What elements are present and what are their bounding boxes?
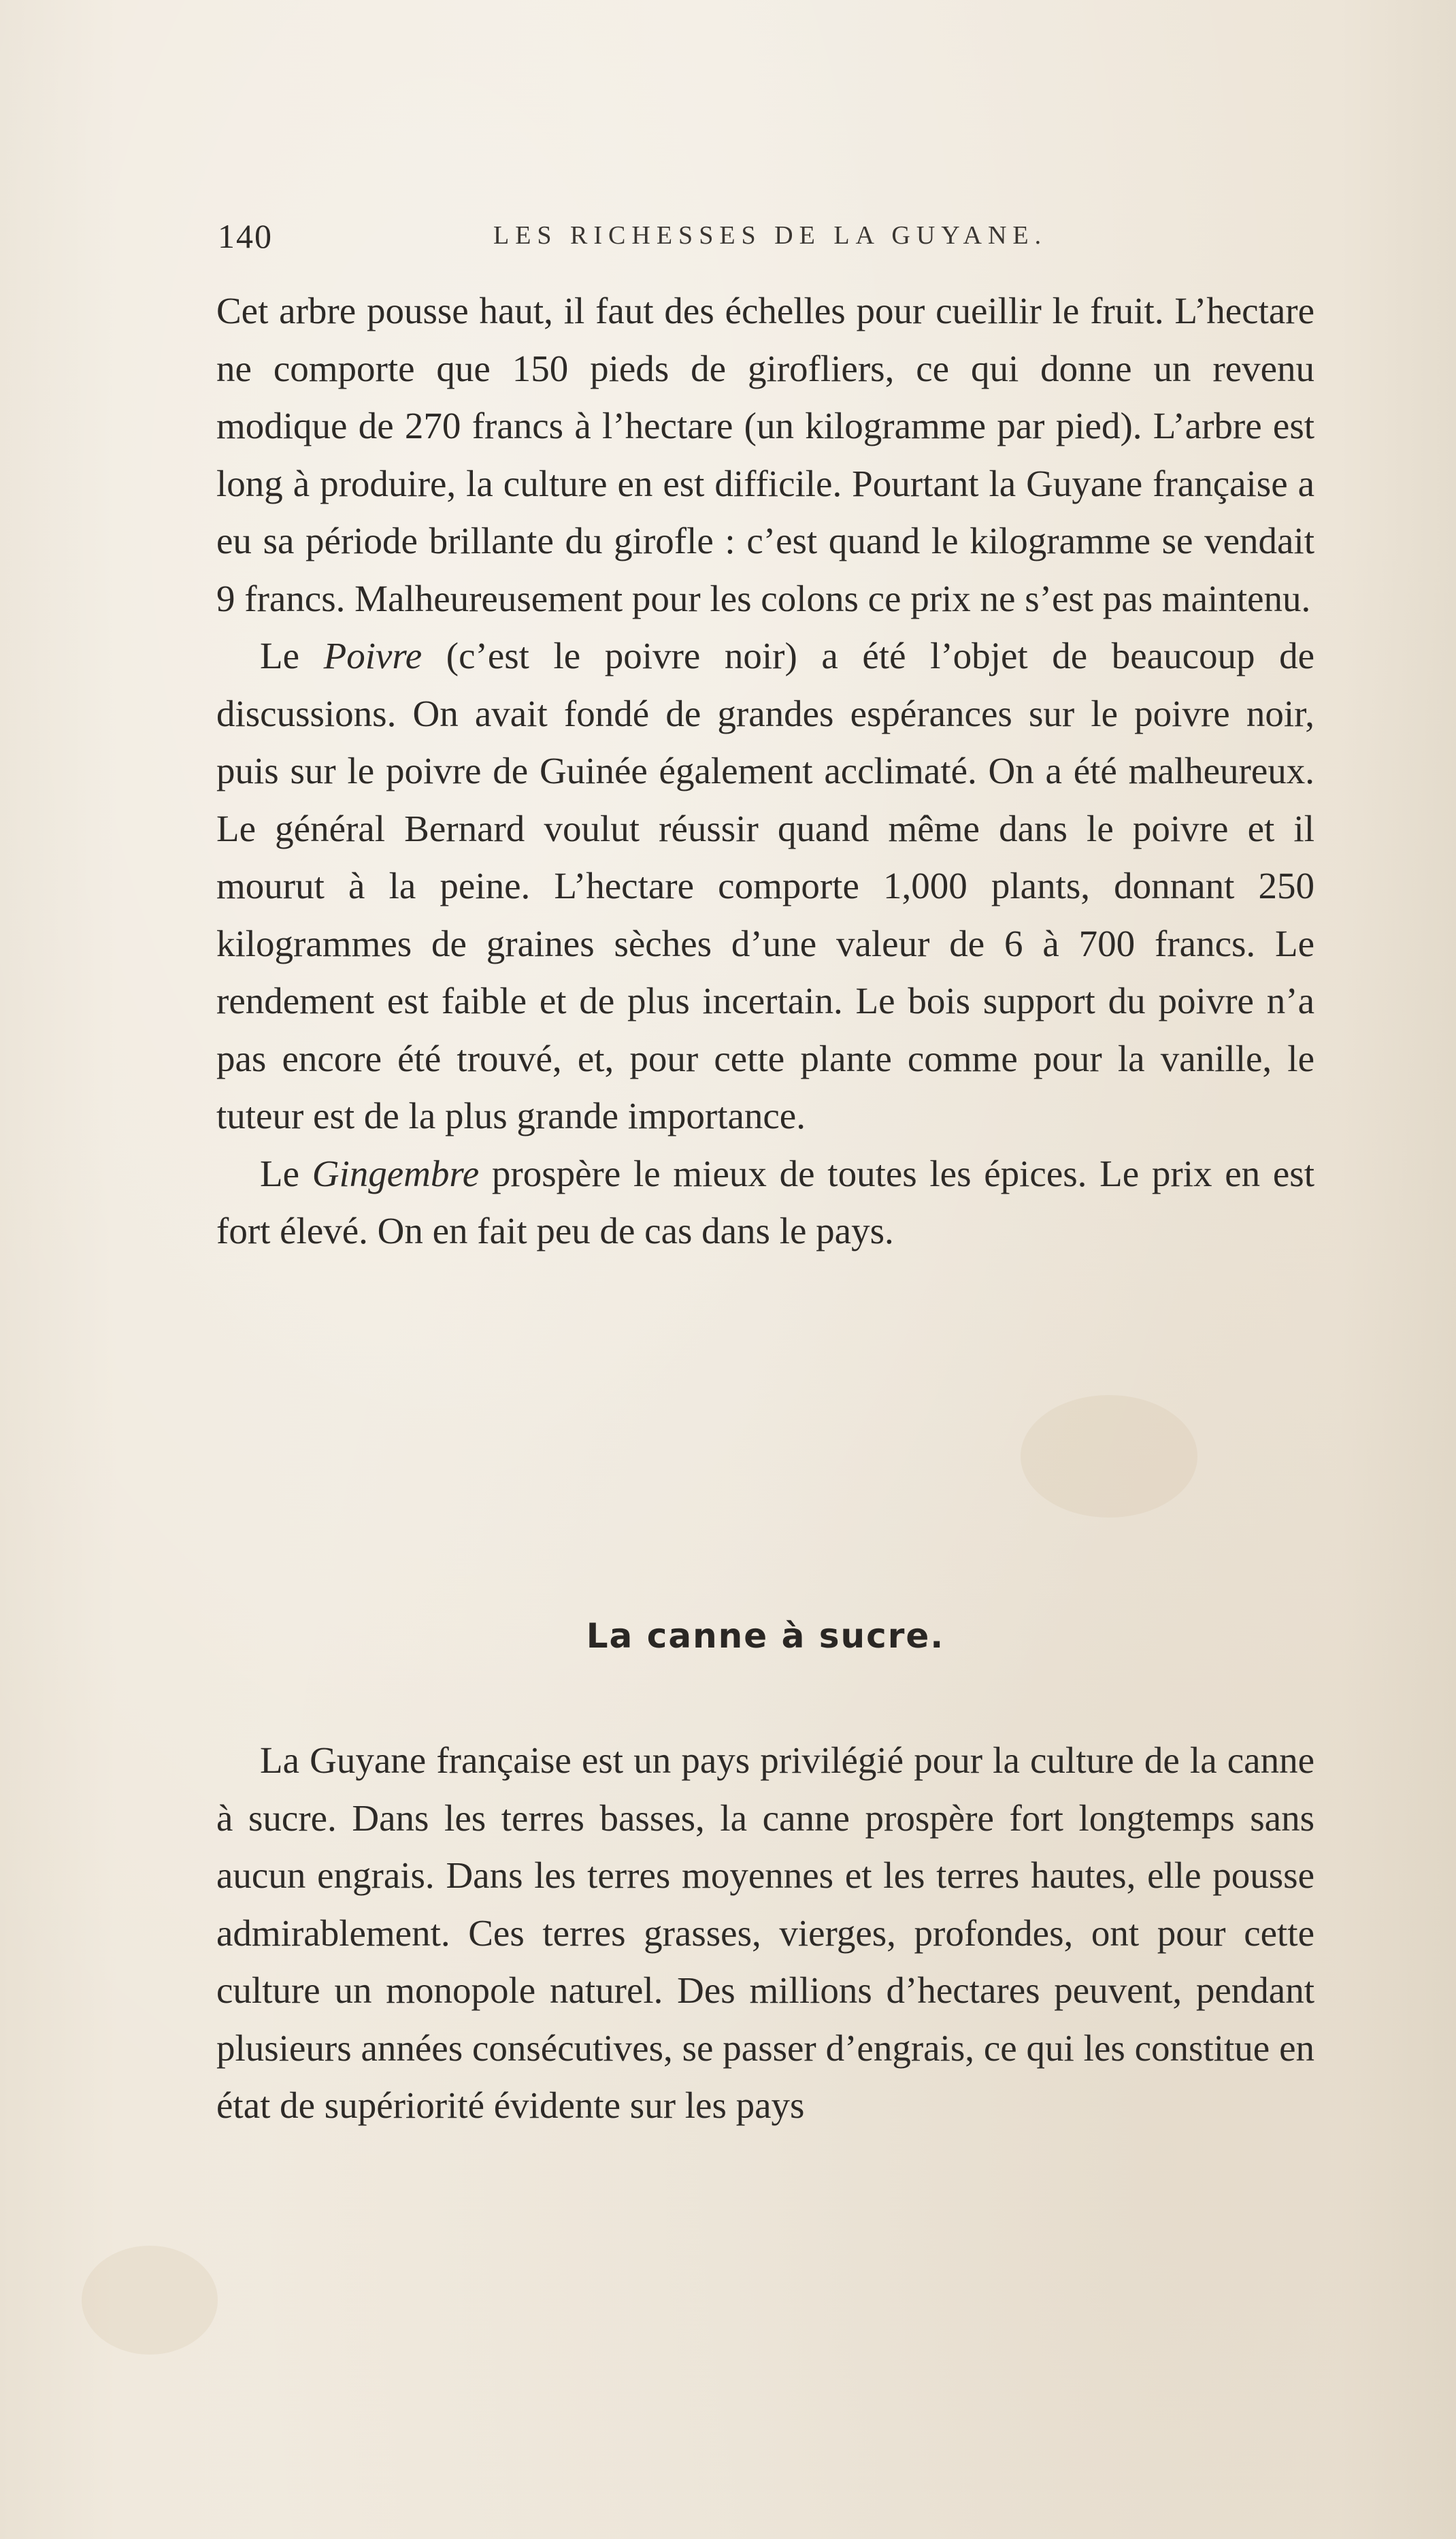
paragraph-gingembre — [216, 1145, 1314, 1260]
paragraph-poivre — [216, 627, 1314, 1145]
term-poivre: Poivre — [323, 635, 423, 676]
page-header — [218, 216, 1316, 257]
paragraph-rest: prospère le mieux de toutes les épices. Le prix en est fort élevé. On en fait peu de cas dans le pays. — [216, 1152, 1314, 1251]
paragraph-rest: (c’est le poivre noir) a été l’objet de beaucoup de discussions. On avait fondé de grandes espérances sur le poivre noir, puis sur le poivre de Guinée également acclimaté. On a été malheureux. Le général Bernard voulut réussir quand même dans le poivre et il mourut à la peine. L’hectare comporte 1,000 plants, donnant 250 kilogrammes de graines sèches d’une valeur de 6 à 700 francs. Le rendement est faible et de plus incertain. Le bois support du poivre n’a pas encore été trouvé, et, pour cette plante comme pour la vanille, le tuteur est de la plus grande importance. — [216, 635, 1314, 1136]
paragraph-lead: Le — [260, 635, 324, 676]
section-title: La canne à sucre. — [586, 1616, 945, 1656]
paragraph-canne: La Guyane française est un pays privilégié pour la culture de la canne à sucre. Dans les terres basses, la canne prospère fort longtemps sans aucun engrais. Dans les terres moyennes et les terres hautes, elle pousse admirablement. Ces terres grasses, vierges, profondes, ont pour cette culture un monopole naturel. Des millions d’hectares peuvent, pendant plusieurs années consécutives, se passer d’engrais, ce qui les constitue en état de supériorité évidente sur les pays — [216, 1739, 1314, 2126]
paper-stain — [1021, 1395, 1197, 1518]
running-title: LES RICHESSES DE LA GUYANE. — [493, 221, 1048, 250]
page-number: 140 — [218, 217, 273, 255]
body-text — [216, 282, 1314, 1260]
paragraph-girofle: Cet arbre pousse haut, il faut des échelles pour cueillir le fruit. L’hectare ne comporte que 150 pieds de girofliers, ce qui donne un revenu modique de 270 francs à l’hectare (un kilogramme par pied). L’arbre est long à produire, la culture en est difficile. Pourtant la Guyane française a eu sa période brillante du girofle : c’est quand le kilogramme se vendait 9 francs. Malheureusement pour les colons ce prix ne s’est pas maintenu. — [216, 290, 1314, 619]
term-gingembre: Gingembre — [312, 1152, 480, 1194]
paragraph-lead: Le — [260, 1152, 312, 1194]
section-body-text — [216, 1732, 1314, 2135]
paper-stain — [82, 2246, 218, 2355]
